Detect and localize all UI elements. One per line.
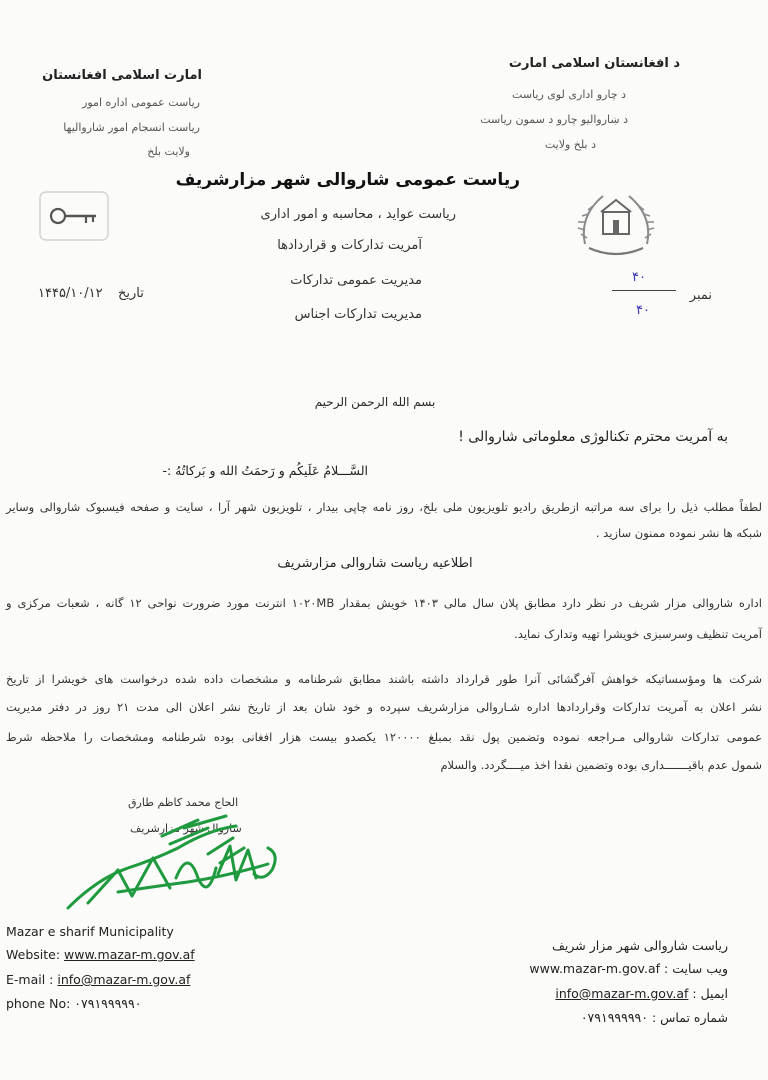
header-right-line3: د بلخ ولایت — [544, 138, 596, 151]
para1-line1: اداره شاروالی مزار شریف در نظر دارد مطابق پلان سال مالی ۱۴۰۳ خویش بمقدار ۱۰۲۰MB انترنت مورد ضرورت نواحی ۱۲ گانه ، شعبات مرکزی و — [6, 596, 762, 610]
para2-line3: عمومی تدارکات شاروالی مـراجعه نموده وتضمین پول نقد بمبلغ ۱۲۰۰۰۰ یکصدو بیست هزار افغانی بوده شرطنامه ومشخصات را ملاحظه شرط — [6, 730, 762, 744]
footer-right-org: ریاست شاروالی شهر مزار شریف — [551, 938, 728, 953]
number-divider — [612, 290, 676, 291]
footer-left-email-row — [6, 972, 190, 987]
header-right-title: د افغانستان اسلامی امارت — [508, 56, 680, 71]
number-label: نمبر — [689, 288, 712, 303]
afghan-emblem-icon — [573, 186, 659, 266]
header-left-line3: ولایت بلخ — [147, 145, 190, 158]
request-line-1: لطفاً مطلب ذیل را برای سه مراتبه ازطریق رادیو تلویزیون ملی بلخ، روز نامه چاپی بیدار ، تلویزیون شهر آرا ، سایت و صفحه فیسبوک شاروالی وسایر — [6, 500, 762, 514]
handwritten-signature-icon — [58, 808, 288, 918]
announcement-title: اطلاعیه ریاست شاروالی مزارشریف — [277, 556, 473, 571]
para2-line1: شرکت ها ومؤسساتیکه خواهش آفرگشائی آنرا طور قرارداد داشته باشند مطابق شرطنامه و مشخصات داده شده درخواست های خویشرا از تاریخ — [6, 672, 762, 686]
footer-right-website-link[interactable]: www.mazar-m.gov.af — [529, 961, 661, 976]
date-value: ۱۴۴۵/۱۰/۱۲ — [38, 286, 103, 301]
signer-title: شاروال شهر مزارشریف — [130, 822, 242, 835]
footer-right-phone-row — [581, 1010, 728, 1025]
recipient-line: به آمریت محترم تکنالوژی معلوماتی شاروالی ! — [458, 429, 728, 445]
footer-left-phone: ۰۷۹۱۹۹۹۹۹۰ — [74, 996, 142, 1011]
center-sub4: مدیریت تدارکات اجناس — [294, 307, 422, 322]
footer-right-email-row — [555, 986, 728, 1001]
footer-left-website-link[interactable]: www.mazar-m.gov.af — [64, 947, 195, 962]
footer-right-phone-label: شماره تماس : — [651, 1010, 728, 1025]
key-emblem-icon — [38, 188, 110, 244]
footer-left-email-link[interactable]: info@mazar-m.gov.af — [57, 972, 191, 987]
footer-left-phone-label: phone No: — [6, 996, 71, 1011]
number-top: ۴۰ — [632, 270, 646, 285]
footer-right-email-link[interactable]: info@mazar-m.gov.af — [555, 986, 689, 1001]
center-sub2: آمریت تدارکات و قراردادها — [277, 238, 422, 253]
footer-left-phone-row — [6, 996, 141, 1011]
footer-left-website-label: Website: — [6, 947, 61, 962]
center-sub3: مدیریت عمومی تدارکات — [290, 273, 422, 288]
greeting-line: السَّـــلامُ عَلَیکُم و رَحمَتُ الله و بَرکاتُهُ :- — [162, 463, 368, 478]
para2-line4: شمول عدم باقیـــــــداری بوده وتضمین نقدا اخذ میــــگردد. والسلام — [440, 758, 762, 772]
header-left-title: امارت اسلامی افغانستان — [42, 68, 202, 83]
center-title: ریاست عمومی شاروالی شهر مزارشریف — [175, 170, 520, 190]
header-left-line2: ریاست انسجام امور شاروالیها — [63, 121, 200, 134]
center-sub1: ریاست عواید ، محاسبه و امور اداری — [260, 207, 456, 222]
para1-line2: آمریت تنظیف وسرسبزی خویشرا تهیه وتدارک نماید. — [514, 627, 762, 641]
para2-line2: نشر اعلان به آمریت تدارکات وقراردادها اداره شـاروالی مزارشریف سپرده و خود شان بعد از تاریخ نشر اعلان الی مدت ۲۱ روز در دفتر مدیریت — [6, 700, 762, 714]
footer-right-website-row — [529, 961, 728, 976]
footer-right-email-label: ایمیل : — [692, 986, 728, 1001]
footer-left-org: Mazar e sharif Municipality — [6, 924, 174, 939]
signer-name: الحاج محمد کاظم طارق — [128, 796, 239, 809]
footer-right-phone: ۰۷۹۱۹۹۹۹۹۰ — [580, 1010, 648, 1025]
footer-left-email-label: E-mail : — [6, 972, 54, 987]
date-label: تاریخ — [118, 286, 144, 301]
header-right-line2: د ښاروالیو چارو د سمون ریاست — [480, 113, 628, 126]
number-bottom: ۴۰ — [636, 303, 650, 318]
footer-right-website-label: ویب سایت : — [664, 961, 728, 976]
header-left-line1: ریاست عمومی اداره امور — [82, 96, 200, 109]
footer-left-website-row — [6, 947, 195, 962]
header-right-line1: د چارو اداری لوی ریاست — [512, 88, 626, 101]
request-line-2: شبکه ها نشر نموده ممنون سازید . — [595, 526, 762, 540]
bismillah: بسم الله الرحمن الرحیم — [314, 395, 436, 409]
